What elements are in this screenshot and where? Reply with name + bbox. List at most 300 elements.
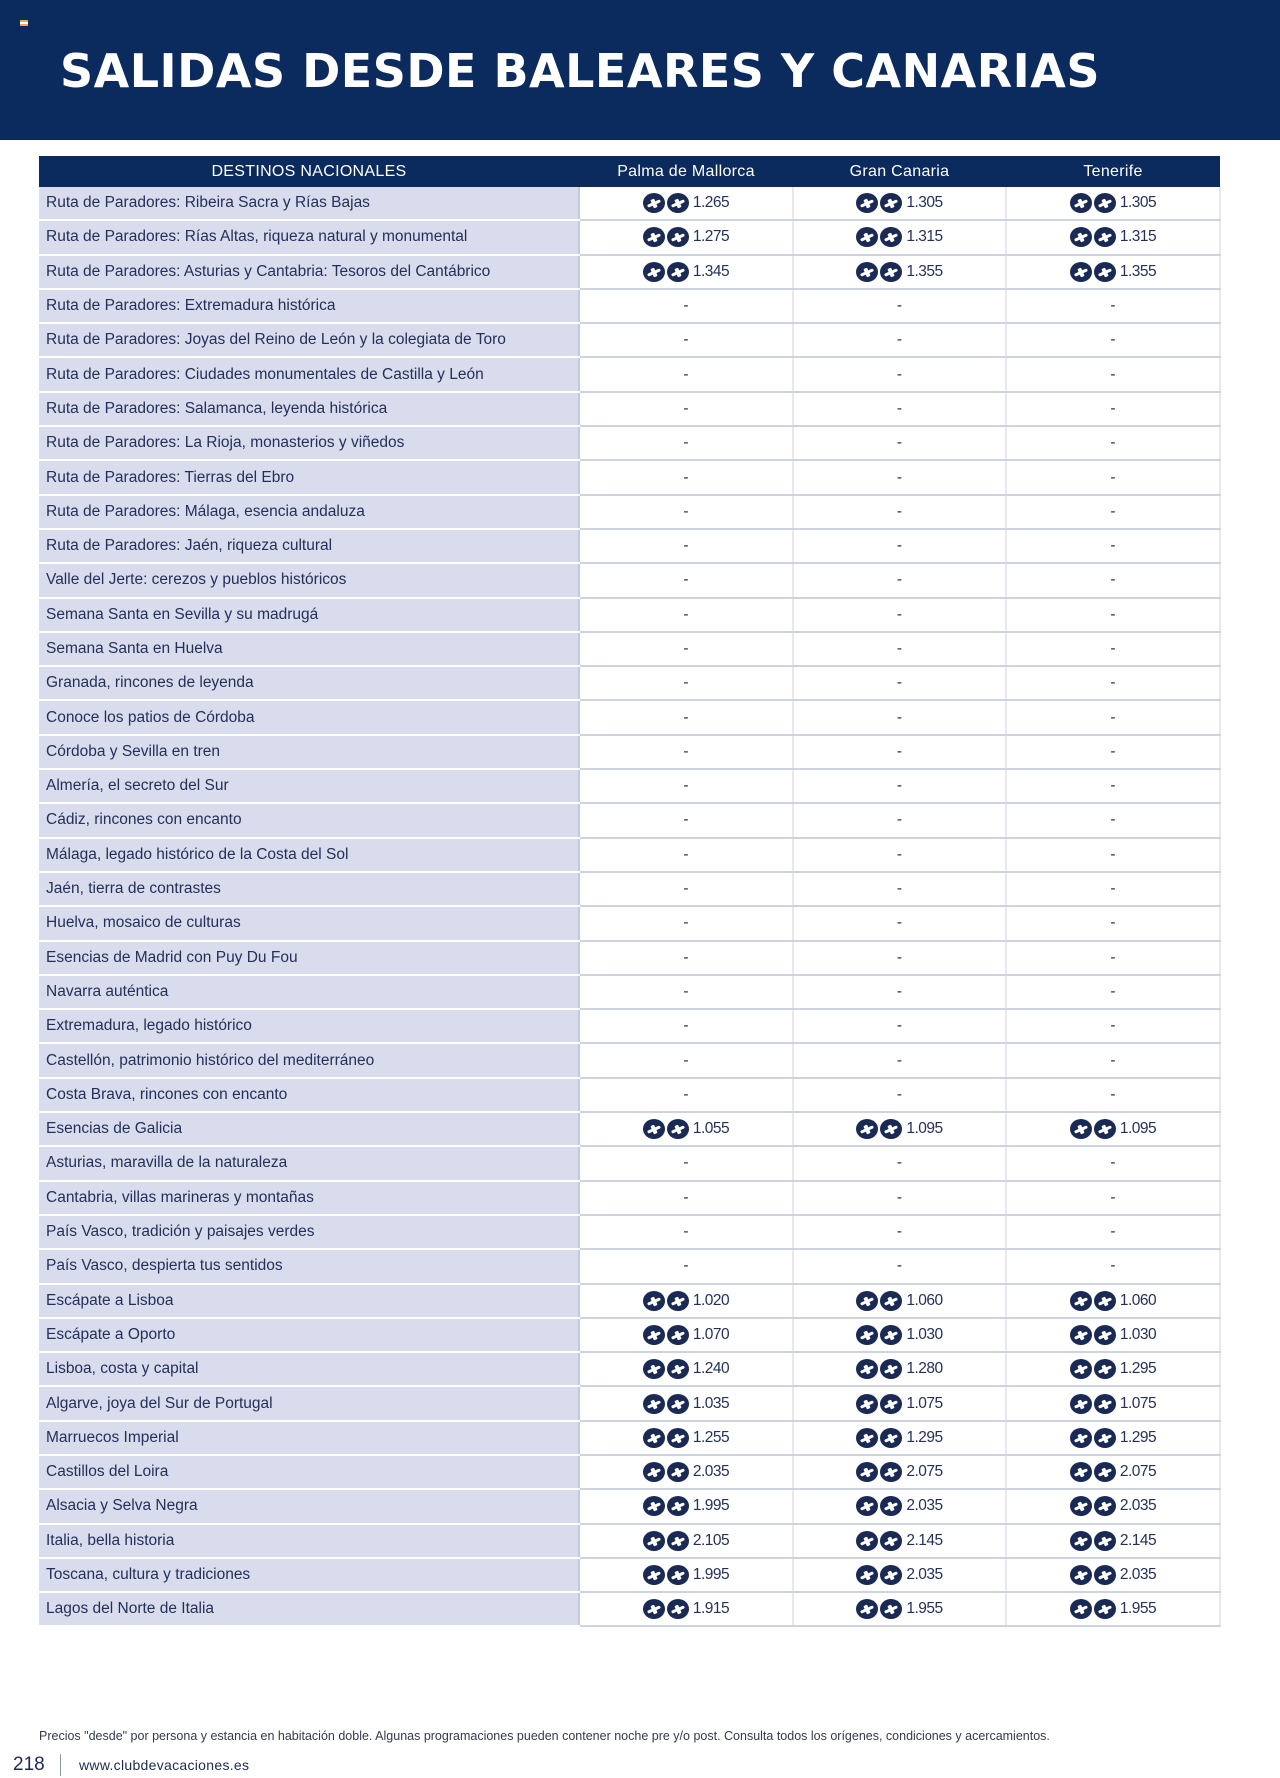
price-cell-tenerife bbox=[1006, 1284, 1220, 1318]
price-cell-tenerife bbox=[1006, 357, 1220, 391]
not-available-dash: - bbox=[896, 982, 903, 1000]
price-cell-tenerife bbox=[1006, 1386, 1220, 1420]
flight-price bbox=[1070, 193, 1156, 213]
destination-name: Toscana, cultura y tradiciones bbox=[39, 1558, 579, 1592]
plane-icon bbox=[880, 1359, 902, 1379]
price-cell-tenerife bbox=[1006, 1146, 1220, 1180]
price-cell-gran-canaria bbox=[793, 632, 1006, 666]
not-available-dash: - bbox=[896, 777, 903, 795]
plane-icon bbox=[1094, 193, 1116, 213]
not-available-dash: - bbox=[683, 1085, 689, 1103]
price-cell-palma bbox=[579, 495, 793, 529]
price-cell-palma bbox=[579, 563, 793, 597]
table-row bbox=[39, 495, 1220, 529]
price-value: 1.030 bbox=[1119, 1325, 1157, 1343]
price-cell-tenerife bbox=[1006, 1078, 1220, 1112]
price-cell-gran-canaria bbox=[793, 975, 1006, 1009]
flight-price bbox=[856, 227, 942, 247]
price-cell-tenerife bbox=[1006, 1455, 1220, 1489]
price-cell-gran-canaria bbox=[793, 941, 1006, 975]
table-row bbox=[39, 1352, 1220, 1386]
not-available-dash: - bbox=[1110, 1223, 1116, 1241]
not-available-dash: - bbox=[683, 1223, 689, 1241]
price-value: 1.075 bbox=[906, 1394, 943, 1412]
table-row bbox=[39, 975, 1220, 1009]
plane-icon bbox=[1070, 1496, 1092, 1516]
flight-price bbox=[1070, 1325, 1156, 1345]
price-cell-tenerife bbox=[1006, 323, 1220, 357]
not-available-dash: - bbox=[683, 537, 689, 555]
not-available-dash: - bbox=[683, 948, 689, 966]
price-cell-palma bbox=[579, 1352, 793, 1386]
plane-icon bbox=[1094, 1359, 1116, 1379]
price-cell-tenerife bbox=[1006, 1421, 1220, 1455]
plane-icon bbox=[1094, 1291, 1116, 1311]
plane-icon bbox=[667, 1462, 689, 1482]
destination-name: Málaga, legado histórico de la Costa del Sol bbox=[39, 838, 579, 872]
table-row bbox=[39, 872, 1220, 906]
not-available-dash: - bbox=[1110, 982, 1116, 1000]
plane-icon bbox=[667, 1359, 689, 1379]
not-available-dash: - bbox=[896, 1154, 903, 1172]
price-cell-tenerife bbox=[1006, 1489, 1220, 1523]
price-value: 1.955 bbox=[1119, 1600, 1157, 1618]
price-cell-tenerife bbox=[1006, 1592, 1220, 1626]
not-available-dash: - bbox=[896, 434, 903, 452]
price-cell-gran-canaria bbox=[793, 1386, 1006, 1420]
price-cell-tenerife bbox=[1006, 1181, 1220, 1215]
price-cell-gran-canaria bbox=[793, 666, 1006, 700]
destination-name: Ruta de Paradores: Ciudades monumentales de Castilla y León bbox=[39, 357, 579, 391]
price-cell-tenerife bbox=[1006, 735, 1220, 769]
not-available-dash: - bbox=[896, 605, 903, 623]
not-available-dash: - bbox=[683, 982, 689, 1000]
not-available-dash: - bbox=[683, 674, 689, 692]
price-cell-tenerife bbox=[1006, 872, 1220, 906]
table-row bbox=[39, 1524, 1220, 1558]
flight-price bbox=[1070, 262, 1156, 282]
price-cell-tenerife bbox=[1006, 941, 1220, 975]
price-cell-gran-canaria bbox=[793, 1181, 1006, 1215]
plane-icon bbox=[880, 1291, 902, 1311]
not-available-dash: - bbox=[683, 1017, 689, 1035]
not-available-dash: - bbox=[1110, 399, 1116, 417]
flight-price bbox=[1070, 1394, 1156, 1414]
price-value: 1.315 bbox=[1119, 228, 1157, 246]
plane-icon bbox=[667, 1394, 689, 1414]
spain-flag-icon bbox=[20, 20, 28, 26]
not-available-dash: - bbox=[1110, 640, 1116, 657]
plane-icon bbox=[880, 1325, 902, 1345]
not-available-dash: - bbox=[896, 640, 903, 657]
flight-price bbox=[643, 1119, 729, 1139]
price-cell-palma bbox=[579, 1524, 793, 1558]
not-available-dash: - bbox=[896, 742, 903, 760]
price-cell-gran-canaria bbox=[793, 255, 1006, 289]
table-row bbox=[39, 1215, 1220, 1249]
destination-name: Esencias de Madrid con Puy Du Fou bbox=[39, 941, 579, 975]
flight-price bbox=[856, 1359, 942, 1379]
price-value: 1.070 bbox=[692, 1325, 730, 1343]
price-value: 1.060 bbox=[1119, 1291, 1157, 1309]
price-cell-tenerife bbox=[1006, 838, 1220, 872]
price-value: 2.075 bbox=[906, 1463, 943, 1481]
table-row bbox=[39, 1318, 1220, 1352]
flight-price bbox=[643, 1462, 729, 1482]
table-row bbox=[39, 563, 1220, 597]
site-url[interactable]: www.clubdevacaciones.es bbox=[79, 1757, 250, 1773]
table-row bbox=[39, 735, 1220, 769]
price-value: 2.035 bbox=[906, 1497, 943, 1515]
price-cell-gran-canaria bbox=[793, 1043, 1006, 1077]
price-value: 1.275 bbox=[692, 228, 730, 246]
destination-name: Algarve, joya del Sur de Portugal bbox=[39, 1386, 579, 1420]
price-cell-tenerife bbox=[1006, 289, 1220, 323]
table-row bbox=[39, 906, 1220, 940]
destination-name: Semana Santa en Huelva bbox=[39, 632, 579, 666]
table-row bbox=[39, 838, 1220, 872]
price-cell-palma bbox=[579, 700, 793, 734]
price-cell-tenerife bbox=[1006, 529, 1220, 563]
flight-price bbox=[856, 1462, 942, 1482]
not-available-dash: - bbox=[1110, 365, 1116, 383]
destination-name: Granada, rincones de leyenda bbox=[39, 666, 579, 700]
price-cell-tenerife bbox=[1006, 1043, 1220, 1077]
price-cell-palma bbox=[579, 803, 793, 837]
price-cell-gran-canaria bbox=[793, 220, 1006, 254]
price-cell-palma bbox=[579, 323, 793, 357]
table-row bbox=[39, 700, 1220, 734]
price-cell-gran-canaria bbox=[793, 735, 1006, 769]
column-header-palma: Palma de Mallorca bbox=[579, 156, 793, 187]
destination-name: Costa Brava, rincones con encanto bbox=[39, 1078, 579, 1112]
table-row bbox=[39, 1112, 1220, 1146]
price-value: 2.145 bbox=[1119, 1531, 1157, 1549]
price-cell-palma bbox=[579, 426, 793, 460]
price-cell-gran-canaria bbox=[793, 598, 1006, 632]
price-cell-tenerife bbox=[1006, 563, 1220, 597]
flight-price bbox=[856, 1325, 942, 1345]
plane-icon bbox=[1094, 1428, 1116, 1448]
price-cell-gran-canaria bbox=[793, 1421, 1006, 1455]
flight-price bbox=[1070, 1291, 1156, 1311]
table-row bbox=[39, 1592, 1220, 1626]
not-available-dash: - bbox=[1110, 1154, 1116, 1172]
price-value: 2.105 bbox=[692, 1531, 730, 1549]
plane-icon bbox=[856, 193, 878, 213]
plane-icon bbox=[856, 1428, 878, 1448]
price-value: 1.355 bbox=[906, 262, 943, 280]
price-cell-gran-canaria bbox=[793, 1078, 1006, 1112]
plane-icon bbox=[1094, 1462, 1116, 1482]
table-row bbox=[39, 941, 1220, 975]
flight-price bbox=[643, 1428, 729, 1448]
destination-name: Ruta de Paradores: Málaga, esencia andaluza bbox=[39, 495, 579, 529]
not-available-dash: - bbox=[683, 1257, 689, 1275]
price-cell-tenerife bbox=[1006, 220, 1220, 254]
plane-icon bbox=[856, 1325, 878, 1345]
price-cell-palma bbox=[579, 1284, 793, 1318]
price-cell-gran-canaria bbox=[793, 838, 1006, 872]
price-cell-palma bbox=[579, 392, 793, 426]
plane-icon bbox=[1070, 193, 1092, 213]
column-header-destinos: DESTINOS NACIONALES bbox=[39, 156, 579, 187]
flight-price bbox=[643, 1531, 729, 1551]
plane-icon bbox=[643, 1531, 665, 1551]
price-value: 2.035 bbox=[1119, 1497, 1157, 1515]
plane-icon bbox=[643, 227, 665, 247]
not-available-dash: - bbox=[896, 468, 903, 486]
not-available-dash: - bbox=[896, 811, 903, 829]
plane-icon bbox=[1094, 262, 1116, 282]
plane-icon bbox=[1070, 1359, 1092, 1379]
destination-name: Ruta de Paradores: Jaén, riqueza cultural bbox=[39, 529, 579, 563]
not-available-dash: - bbox=[1110, 674, 1116, 692]
page-title: SALIDAS DESDE BALEARES Y CANARIAS bbox=[60, 44, 1100, 98]
not-available-dash: - bbox=[896, 365, 903, 383]
price-cell-palma bbox=[579, 1455, 793, 1489]
plane-icon bbox=[1070, 262, 1092, 282]
price-cell-palma bbox=[579, 1489, 793, 1523]
price-value: 1.060 bbox=[906, 1291, 943, 1309]
plane-icon bbox=[667, 193, 689, 213]
plane-icon bbox=[643, 1496, 665, 1516]
plane-icon bbox=[667, 1496, 689, 1516]
price-cell-palma bbox=[579, 187, 793, 220]
price-cell-palma bbox=[579, 1558, 793, 1592]
not-available-dash: - bbox=[1110, 811, 1116, 829]
plane-icon bbox=[856, 1599, 878, 1619]
not-available-dash: - bbox=[683, 1188, 689, 1206]
price-value: 1.295 bbox=[1119, 1360, 1157, 1378]
plane-icon bbox=[856, 1394, 878, 1414]
not-available-dash: - bbox=[1110, 1257, 1116, 1275]
price-cell-palma bbox=[579, 1043, 793, 1077]
price-cell-gran-canaria bbox=[793, 1592, 1006, 1626]
price-cell-tenerife bbox=[1006, 598, 1220, 632]
price-cell-tenerife bbox=[1006, 1558, 1220, 1592]
table-row bbox=[39, 460, 1220, 494]
not-available-dash: - bbox=[896, 880, 903, 898]
plane-icon bbox=[667, 1565, 689, 1585]
destination-name: Escápate a Oporto bbox=[39, 1318, 579, 1352]
flight-price bbox=[643, 1359, 729, 1379]
destinations-table bbox=[39, 156, 1220, 1627]
not-available-dash: - bbox=[896, 537, 903, 555]
table-row bbox=[39, 1043, 1220, 1077]
not-available-dash: - bbox=[1110, 297, 1116, 315]
flight-price bbox=[856, 1428, 942, 1448]
plane-icon bbox=[1094, 227, 1116, 247]
flight-price bbox=[1070, 1496, 1156, 1516]
table-row bbox=[39, 187, 1220, 220]
not-available-dash: - bbox=[683, 811, 689, 829]
plane-icon bbox=[1094, 1496, 1116, 1516]
price-cell-palma bbox=[579, 255, 793, 289]
not-available-dash: - bbox=[1110, 605, 1116, 623]
price-cell-gran-canaria bbox=[793, 460, 1006, 494]
flight-price bbox=[643, 227, 729, 247]
not-available-dash: - bbox=[683, 914, 689, 932]
price-cell-tenerife bbox=[1006, 255, 1220, 289]
plane-icon bbox=[1070, 1428, 1092, 1448]
plane-icon bbox=[1094, 1565, 1116, 1585]
destination-name: Almería, el secreto del Sur bbox=[39, 769, 579, 803]
price-cell-palma bbox=[579, 1592, 793, 1626]
table-row bbox=[39, 255, 1220, 289]
destination-name: Ruta de Paradores: Tierras del Ebro bbox=[39, 460, 579, 494]
flight-price bbox=[1070, 1428, 1156, 1448]
price-cell-palma bbox=[579, 289, 793, 323]
destination-name: Asturias, maravilla de la naturaleza bbox=[39, 1146, 579, 1180]
price-cell-palma bbox=[579, 1146, 793, 1180]
not-available-dash: - bbox=[1110, 434, 1116, 452]
price-cell-gran-canaria bbox=[793, 1455, 1006, 1489]
destination-name: Alsacia y Selva Negra bbox=[39, 1489, 579, 1523]
price-value: 1.305 bbox=[906, 194, 943, 212]
price-value: 1.295 bbox=[1119, 1428, 1157, 1446]
price-cell-gran-canaria bbox=[793, 1146, 1006, 1180]
destination-name: Ruta de Paradores: Ribeira Sacra y Rías Bajas bbox=[39, 187, 579, 220]
price-cell-gran-canaria bbox=[793, 357, 1006, 391]
not-available-dash: - bbox=[896, 845, 903, 863]
plane-icon bbox=[643, 1394, 665, 1414]
not-available-dash: - bbox=[896, 1223, 903, 1241]
plane-icon bbox=[643, 1291, 665, 1311]
flight-price bbox=[856, 1599, 942, 1619]
not-available-dash: - bbox=[1110, 331, 1116, 349]
price-cell-gran-canaria bbox=[793, 563, 1006, 597]
not-available-dash: - bbox=[683, 845, 689, 863]
plane-icon bbox=[880, 227, 902, 247]
price-cell-gran-canaria bbox=[793, 289, 1006, 323]
price-cell-tenerife bbox=[1006, 1009, 1220, 1043]
plane-icon bbox=[880, 1599, 902, 1619]
destination-name: Castellón, patrimonio histórico del mediterráneo bbox=[39, 1043, 579, 1077]
flight-price bbox=[856, 1291, 942, 1311]
header-banner bbox=[0, 0, 1280, 140]
destination-name: Ruta de Paradores: Joyas del Reino de León y la colegiata de Toro bbox=[39, 323, 579, 357]
plane-icon bbox=[1094, 1325, 1116, 1345]
not-available-dash: - bbox=[1110, 777, 1116, 795]
price-value: 1.055 bbox=[692, 1120, 730, 1138]
plane-icon bbox=[880, 1462, 902, 1482]
destination-name: Córdoba y Sevilla en tren bbox=[39, 735, 579, 769]
plane-icon bbox=[643, 1325, 665, 1345]
plane-icon bbox=[880, 193, 902, 213]
destination-name: Cantabria, villas marineras y montañas bbox=[39, 1181, 579, 1215]
table-row bbox=[39, 1558, 1220, 1592]
price-cell-tenerife bbox=[1006, 906, 1220, 940]
price-cell-tenerife bbox=[1006, 460, 1220, 494]
price-cell-palma bbox=[579, 460, 793, 494]
plane-icon bbox=[1070, 1565, 1092, 1585]
plane-icon bbox=[856, 1496, 878, 1516]
plane-icon bbox=[1070, 1599, 1092, 1619]
price-cell-palma bbox=[579, 1421, 793, 1455]
price-cell-gran-canaria bbox=[793, 495, 1006, 529]
plane-icon bbox=[667, 1531, 689, 1551]
price-cell-gran-canaria bbox=[793, 1558, 1006, 1592]
flight-price bbox=[856, 1119, 942, 1139]
plane-icon bbox=[856, 1531, 878, 1551]
flight-price bbox=[856, 1394, 942, 1414]
not-available-dash: - bbox=[683, 331, 689, 349]
plane-icon bbox=[667, 1599, 689, 1619]
price-cell-tenerife bbox=[1006, 803, 1220, 837]
not-available-dash: - bbox=[683, 742, 689, 760]
flight-price bbox=[856, 1565, 942, 1585]
destination-name: Ruta de Paradores: Asturias y Cantabria: Tesoros del Cantábrico bbox=[39, 255, 579, 289]
table-row bbox=[39, 769, 1220, 803]
not-available-dash: - bbox=[683, 1154, 689, 1172]
not-available-dash: - bbox=[896, 708, 903, 726]
table-row bbox=[39, 598, 1220, 632]
plane-icon bbox=[643, 1462, 665, 1482]
price-cell-gran-canaria bbox=[793, 769, 1006, 803]
not-available-dash: - bbox=[1110, 1085, 1116, 1103]
table-row bbox=[39, 1386, 1220, 1420]
destination-name: País Vasco, tradición y paisajes verdes bbox=[39, 1215, 579, 1249]
not-available-dash: - bbox=[896, 1188, 903, 1206]
plane-icon bbox=[880, 1565, 902, 1585]
plane-icon bbox=[856, 1119, 878, 1139]
price-cell-palma bbox=[579, 838, 793, 872]
table-row bbox=[39, 220, 1220, 254]
price-cell-palma bbox=[579, 735, 793, 769]
table-row bbox=[39, 666, 1220, 700]
destination-name: Huelva, mosaico de culturas bbox=[39, 906, 579, 940]
price-cell-gran-canaria bbox=[793, 1009, 1006, 1043]
price-cell-tenerife bbox=[1006, 700, 1220, 734]
not-available-dash: - bbox=[1110, 948, 1116, 966]
plane-icon bbox=[880, 1428, 902, 1448]
table-row bbox=[39, 1009, 1220, 1043]
plane-icon bbox=[1070, 1325, 1092, 1345]
price-cell-gran-canaria bbox=[793, 1489, 1006, 1523]
plane-icon bbox=[856, 1291, 878, 1311]
destination-name: Ruta de Paradores: Rías Altas, riqueza natural y monumental bbox=[39, 220, 579, 254]
price-value: 1.035 bbox=[692, 1394, 730, 1412]
price-cell-gran-canaria bbox=[793, 906, 1006, 940]
price-cell-palma bbox=[579, 906, 793, 940]
column-header-tenerife: Tenerife bbox=[1006, 156, 1220, 187]
plane-icon bbox=[643, 1599, 665, 1619]
price-value: 1.095 bbox=[1119, 1120, 1157, 1138]
plane-icon bbox=[856, 262, 878, 282]
footer-divider bbox=[60, 1754, 61, 1776]
table-row bbox=[39, 392, 1220, 426]
footer-note: Precios "desde" por persona y estancia en habitación doble. Algunas programaciones pueden contener noche pre y/o post. Consulta todos los orígenes, condiciones y acercamientos. bbox=[39, 1729, 1050, 1743]
price-cell-palma bbox=[579, 1112, 793, 1146]
price-cell-gran-canaria bbox=[793, 1524, 1006, 1558]
destination-name: País Vasco, despierta tus sentidos bbox=[39, 1249, 579, 1283]
not-available-dash: - bbox=[896, 1051, 903, 1069]
price-cell-gran-canaria bbox=[793, 872, 1006, 906]
price-value: 1.345 bbox=[692, 262, 730, 280]
table-row bbox=[39, 323, 1220, 357]
plane-icon bbox=[1070, 1119, 1092, 1139]
not-available-dash: - bbox=[683, 571, 689, 589]
price-value: 1.075 bbox=[1119, 1394, 1157, 1412]
flight-price bbox=[643, 262, 729, 282]
price-value: 1.955 bbox=[906, 1600, 943, 1618]
plane-icon bbox=[856, 1565, 878, 1585]
table-row bbox=[39, 529, 1220, 563]
table-row bbox=[39, 632, 1220, 666]
plane-icon bbox=[1070, 1531, 1092, 1551]
price-cell-gran-canaria bbox=[793, 392, 1006, 426]
